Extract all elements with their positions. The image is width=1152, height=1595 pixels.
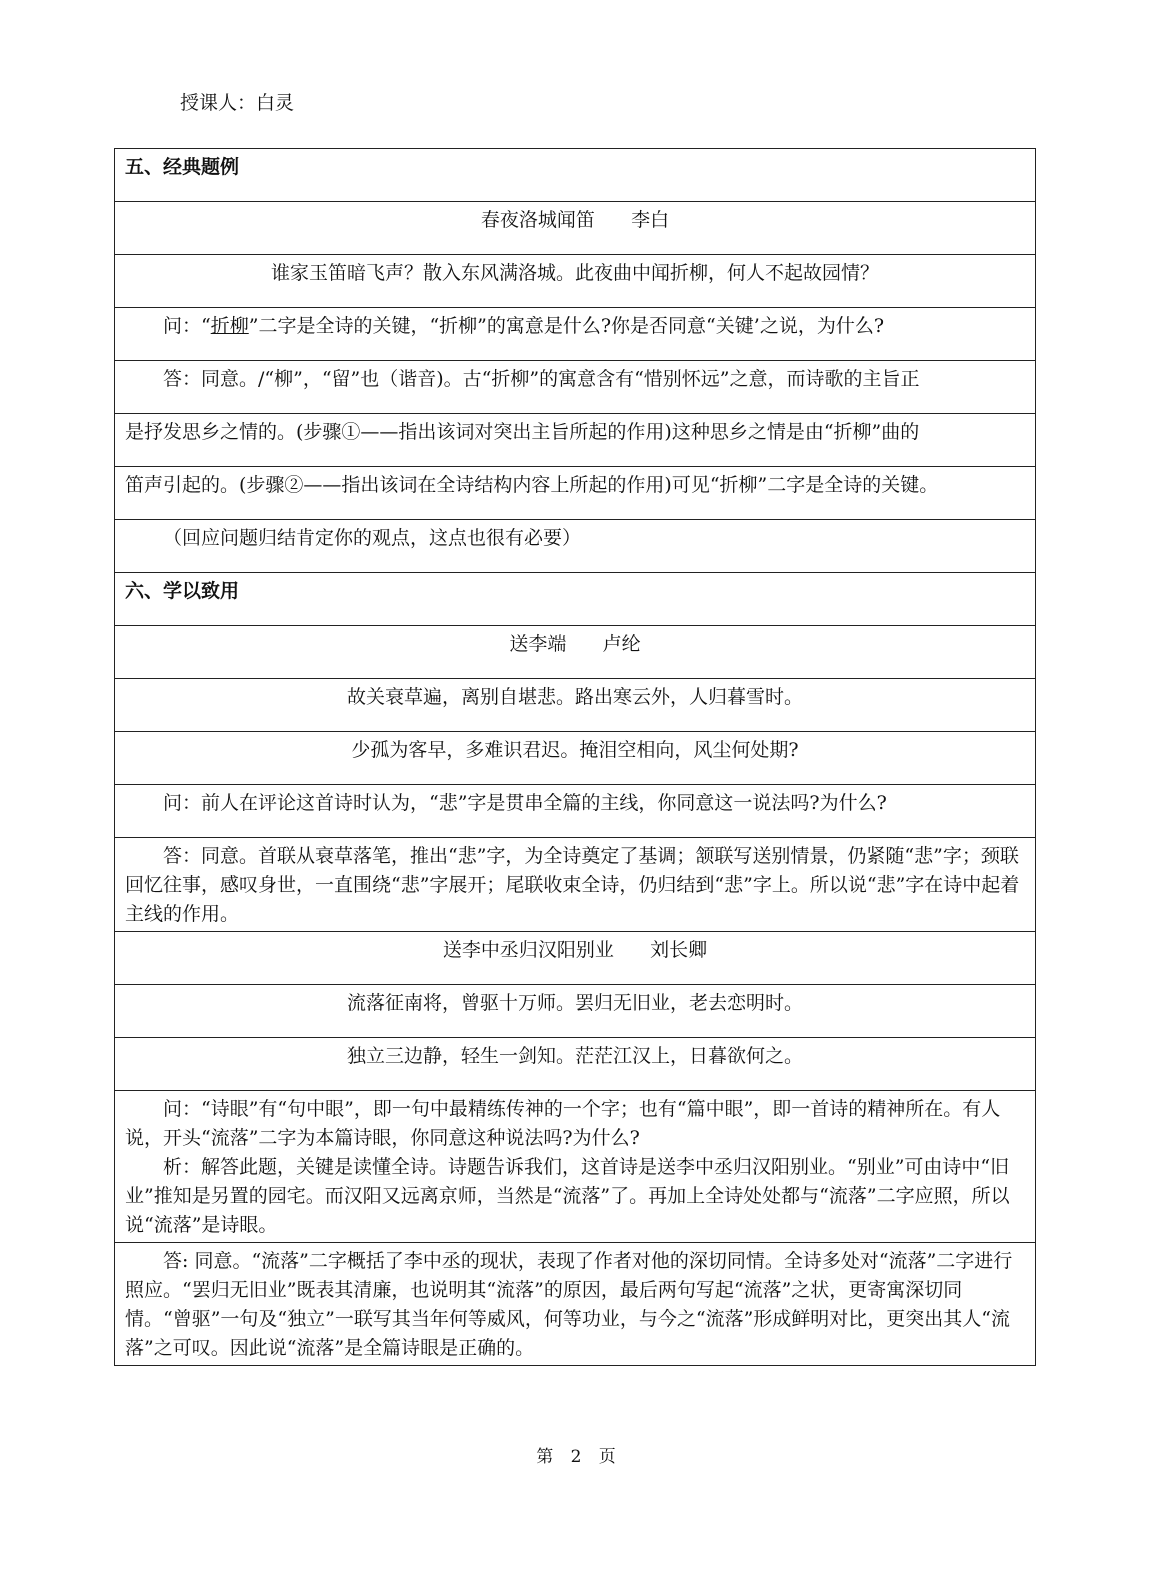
question-rest: ”二字是全诗的关键，“折柳”的寓意是什么?你是否同意“关键’之说，为什么? xyxy=(248,315,885,337)
answer-line-3: 笛声引起的。(步骤②——指出该词在全诗结构内容上所起的作用)可见“折柳”二字是全诗的关键。 xyxy=(115,467,1036,520)
page-number: 第 2 页 xyxy=(536,1447,616,1467)
poem-line: 谁家玉笛暗飞声？散入东风满洛城。此夜曲中闻折柳，何人不起故园情？ xyxy=(115,255,1036,308)
poem-1-title: 送李端 卢纶 xyxy=(115,626,1036,679)
question xyxy=(115,308,1036,361)
poem-2-line-2: 独立三边静，轻生一剑知。茫茫江汉上，日暮欲何之。 xyxy=(115,1038,1036,1091)
answer-line-1: 答：同意。/“柳”，“留”也（谐音)。古“折柳”的寓意含有“惜别怀远”之意，而诗歌的主旨正 xyxy=(115,361,1036,414)
poem-2-question-and-analysis xyxy=(115,1091,1036,1243)
question-keyword: 折柳 xyxy=(210,315,249,337)
answer-line-4: （回应问题归结肯定你的观点，这点也很有必要） xyxy=(115,520,1036,573)
poem-title: 春夜洛城闻笛 李白 xyxy=(115,202,1036,255)
poem-2-analysis: 析：解答此题，关键是读懂全诗。诗题告诉我们，这首诗是送李中丞归汉阳别业。“别业”可由诗中“旧业”推知是另置的园宅。而汉阳又远离京师，当然是“流落”了。再加上全诗处处都与“流落”二字应照，所以说“流落”是诗眼。 xyxy=(125,1156,1010,1236)
lesson-table xyxy=(114,148,1036,1366)
teacher-name: 授课人：白灵 xyxy=(180,92,295,114)
poem-1-question: 问：前人在评论这首诗时认为，“悲”字是贯串全篇的主线，你同意这一说法吗?为什么? xyxy=(115,785,1036,838)
poem-2-question: 问：“诗眼”有“句中眼”，即一句中最精练传神的一个字；也有“篇中眼”，即一首诗的精神所在。有人说，开头“流落”二字为本篇诗眼，你同意这种说法吗?为什么? xyxy=(125,1098,1001,1149)
section-five-heading: 五、经典题例 xyxy=(115,149,1036,202)
poem-1-line-2: 少孤为客早，多难识君迟。掩泪空相向，风尘何处期? xyxy=(115,732,1036,785)
poem-2-answer: 答: 同意。“流落”二字概括了李中丞的现状，表现了作者对他的深切同情。全诗多处对“流落”二字进行照应。“罢归无旧业”既表其清廉，也说明其“流落”的原因，最后两句写起“流落”之状，更寄寓深切同情。“曾驱”一句及“独立”一联写其当年何等威风，何等功业，与今之“流落”形成鲜明对比，更突出其人“流落”之可叹。因此说“流落”是全篇诗眼是正确的。 xyxy=(115,1243,1036,1366)
poem-2-title: 送李中丞归汉阳别业 刘长卿 xyxy=(115,932,1036,985)
answer-line-2: 是抒发思乡之情的。(步骤①——指出该词对突出主旨所起的作用)这种思乡之情是由“折柳”曲的 xyxy=(115,414,1036,467)
question-prefix: 问：“ xyxy=(163,315,211,337)
section-six-heading: 六、学以致用 xyxy=(115,573,1036,626)
poem-1-answer: 答：同意。首联从衰草落笔，推出“悲”字，为全诗奠定了基调；颔联写送别情景，仍紧随“悲”字；颈联回忆往事，感叹身世，一直围绕“悲”字展开；尾联收束全诗，仍归结到“悲”字上。所以说“悲”字在诗中起着主线的作用。 xyxy=(115,838,1036,932)
poem-1-line-1: 故关衰草遍，离别自堪悲。路出寒云外，人归暮雪时。 xyxy=(115,679,1036,732)
poem-2-line-1: 流落征南将，曾驱十万师。罢归无旧业，老去恋明时。 xyxy=(115,985,1036,1038)
